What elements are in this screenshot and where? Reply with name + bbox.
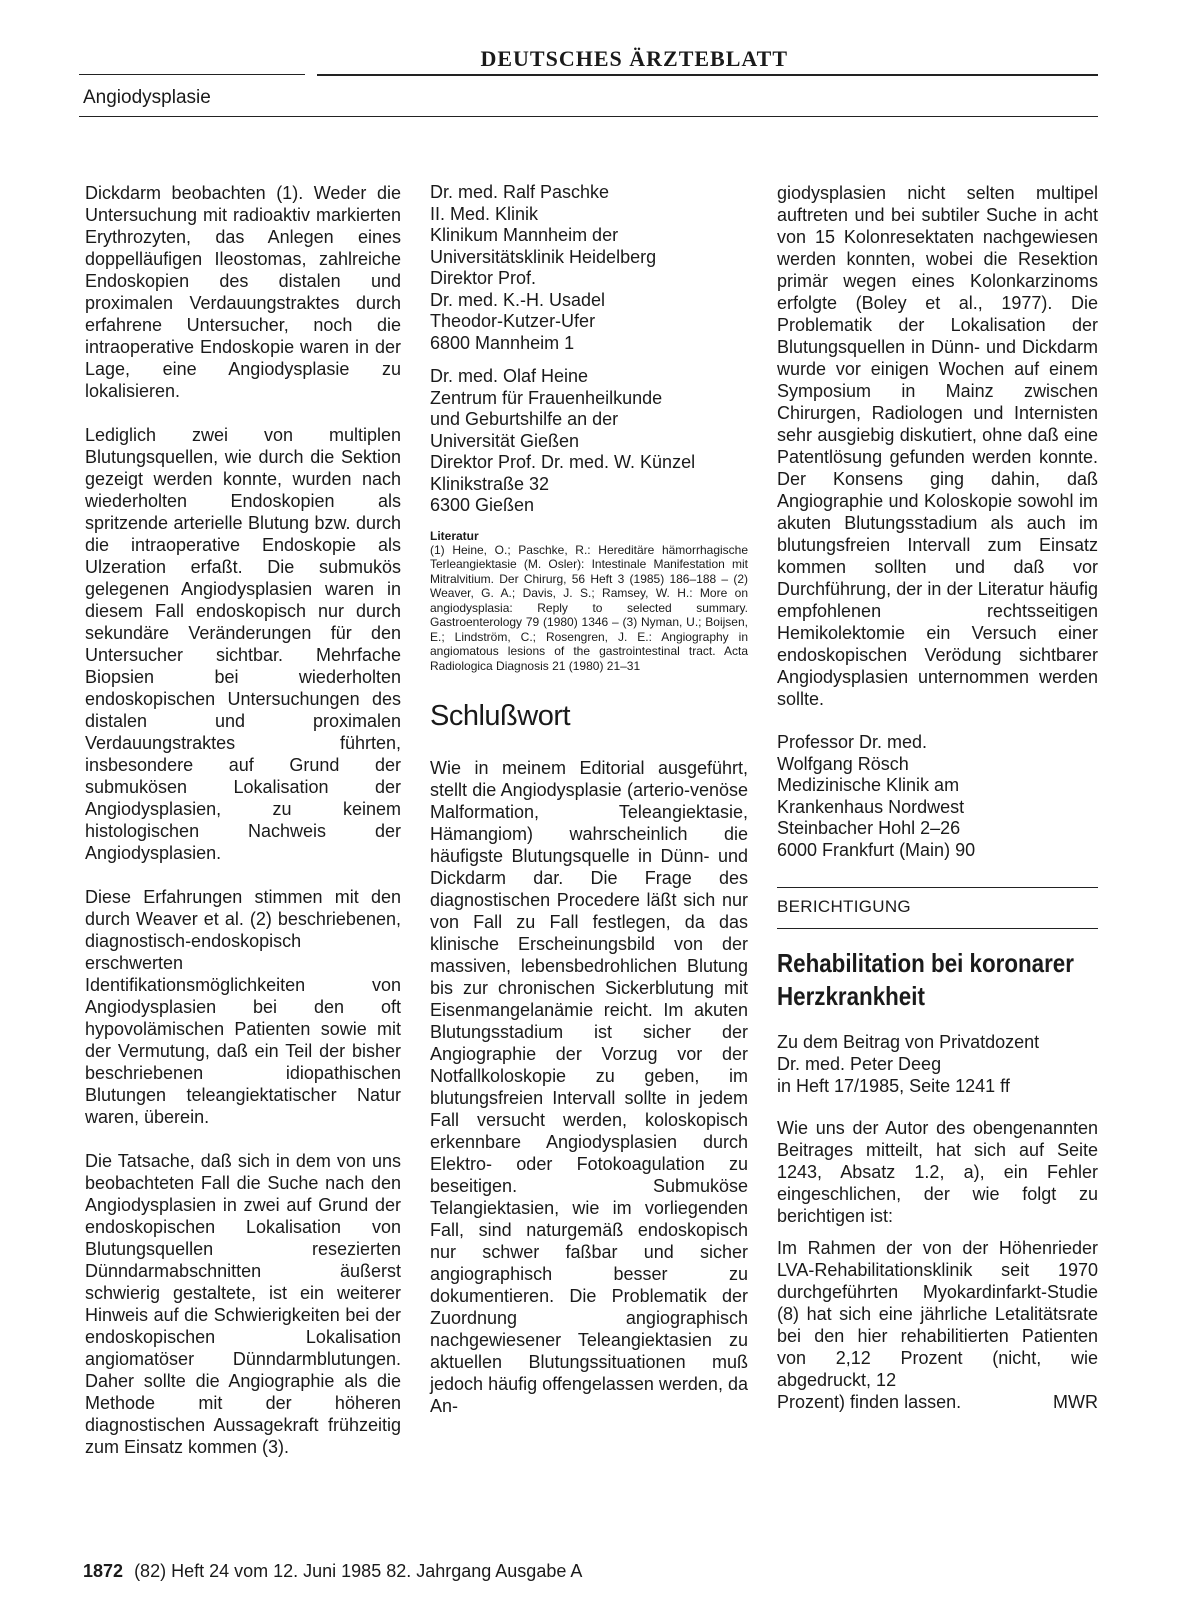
section-label: Angiodysplasie — [83, 87, 211, 108]
column-3 — [777, 182, 1098, 1413]
col1-paragraph-3: Diese Erfahrungen stimmen mit den durch Weaver et al. (2) beschriebenen, diagnostisch-endoskopisch erschwerten Identifikationsmöglichkeiten von Angiodysplasien bei den oft hypovolämischen Patienten sowie mit der Vermutung, daß ein Teil der bisher beschriebenen idiopathischen Blutungen teleangiektatischer Natur waren, überein. — [85, 887, 401, 1127]
author-address-heine: Dr. med. Olaf Heine Zentrum für Frauenheilkunde und Geburtshilfe an der Universität Gießen Direktor Prof. Dr. med. W. Künzel Klinikstraße 32 6300 Gießen — [430, 366, 696, 515]
reha-heading: Rehabilitation bei koronarer Herzkrankheit — [777, 948, 1074, 1011]
reha-intro: Zu dem Beitrag von Privatdozent Dr. med. Peter Deeg in Heft 17/1985, Seite 1241 ff — [777, 1032, 1040, 1096]
column-1 — [85, 182, 401, 1480]
masthead — [79, 44, 1098, 78]
berichtigung-rule-bottom — [777, 928, 1098, 929]
masthead-rule-right — [317, 74, 1098, 76]
reha-last-line — [777, 1391, 1098, 1413]
author-address-roesch: Professor Dr. med. Wolfgang Rösch Medizinische Klinik am Krankenhaus Nordwest Steinbacher Hohl 2–26 6000 Frankfurt (Main) 90 — [777, 732, 976, 860]
literatur-text: (1) Heine, O.; Paschke, R.: Hereditäre hämorrhagische Terleangiektasie (M. Osler): Intestinale Manifestation mit Mitralvitium. Der Chirurg, 56 Heft 3 (1985) 186–188 – (2) Weaver, G. A.; Davis, J. S.; Ramsey, W. H.: More on angiodysplasia: Reply to selected summary. Gastroenterology 79 (1980) 1346 – (3) Nyman, U.; Boijsen, E.; Lindström, C.; Rosengren, J. E.: Angiography in angiomatous lesions of the gastrointestinal tract. Acta Radiologica Diagnosis 21 (1980) 21–31 — [430, 542, 748, 673]
issue-info: (82) Heft 24 vom 12. Juni 1985 82. Jahrgang Ausgabe A — [134, 1561, 583, 1581]
masthead-rule-left — [79, 74, 305, 75]
berichtigung-label: BERICHTIGUNG — [777, 897, 911, 916]
col1-paragraph-2: Lediglich zwei von multiplen Blutungsquellen, wie durch die Sektion gezeigt werden konnte, wurden nach wiederholten Endoskopien als spritzende arterielle Blutung bzw. durch die intraoperative Endoskopie als Ulzeration erfaßt. Die submukös gelegenen Angiodysplasien waren in diesem Fall endoskopisch nur durch sekundäre Veränderungen für den Untersucher sichtbar. Mehrfache Biopsien bei wiederholten endoskopischen Untersuchungen des distalen und proximalen Verdauungstraktes führten, insbesondere auf Grund der submukösen Lokalisation der Angiodysplasien, zu keinem histologischen Nachweis der Angiodysplasien. — [85, 425, 401, 863]
page-footer — [83, 1561, 582, 1582]
reha-paragraph-2-end: Prozent) finden lassen. — [777, 1392, 962, 1412]
reha-paragraph-2: Im Rahmen der von der Höhenrieder LVA-Rehabilitationsklinik seit 1970 durchgeführten Myokardinfarkt-Studie (8) hat sich eine jährliche Letalitätsrate bei den hier rehabilitierten Patienten von 2,12 Prozent (nicht, wie abgedruckt, 12 — [777, 1238, 1098, 1390]
schlusswort-heading: Schlußwort — [430, 700, 571, 732]
page-number: 1872 — [83, 1561, 124, 1581]
literatur-heading: Literatur — [430, 528, 479, 543]
column-2 — [430, 182, 748, 1439]
author-address-paschke: Dr. med. Ralf Paschke II. Med. Klinik Klinikum Mannheim der Universitätsklinik Heidelberg Direktor Prof. Dr. med. K.-H. Usadel Theodor-Kutzer-Ufer 6800 Mannheim 1 — [430, 182, 657, 353]
berichtigung-rule-top — [777, 887, 1098, 888]
section-rule — [79, 116, 1098, 117]
reha-paragraph-1: Wie uns der Autor des obengenannten Beitrages mitteilt, hat sich auf Seite 1243, Absatz 1.2, a), ein Fehler eingeschlichen, der wie folgt zu berichtigen ist: — [777, 1118, 1098, 1226]
col1-paragraph-4: Die Tatsache, daß sich in dem von uns beobachteten Fall die Suche nach den Angiodysplasien in zwei auf Grund der endoskopischen Lokalisation von Blutungsquellen resezierten Dünndarmabschnitten äußerst schwierig gestaltete, ist ein weiterer Hinweis auf die Schwierigkeiten bei der endoskopischen Lokalisation angiomatöser Dünndarmblutungen. Daher sollte die Angiographie als die Methode mit der höheren diagnostischen Aussagekraft frühzeitig zum Einsatz kommen (3). — [85, 1151, 401, 1457]
col1-paragraph-1: Dickdarm beobachten (1). Weder die Untersuchung mit radioaktiv markierten Erythrozyten, das Anlegen eines doppelläufigen Ileostomas, zahlreiche Endoskopien des distalen und proximalen Verdauungstraktes durch erfahrene Untersucher, noch die intraoperative Endoskopie waren in der Lage, eine Angiodysplasie zu lokalisieren. — [85, 183, 401, 401]
journal-title: DEUTSCHES ÄRZTEBLATT — [480, 46, 788, 71]
signature: MWR — [1053, 1392, 1098, 1412]
col3-paragraph-1: giodysplasien nicht selten multipel auftreten und bei subtiler Suche in acht von 15 Kolonresektaten nachgewiesen werden konnten, wobei die Resektion primär wegen eines Kolonkarzinoms erfolgte (Boley et al., 1977). Die Problematik der Lokalisation der Blutungsquellen in Dünn- und Dickdarm wurde vor einigen Wochen auf einem Symposium in Mainz zwischen Chirurgen, Radiologen und Internisten sehr ausgiebig diskutiert, ohne daß eine Patentlösung gefunden werden konnte. Der Konsens ging dahin, daß Angiographie und Koloskopie sowohl im akuten Blutungsstadium als auch im blutungsfreien Intervall zum Einsatz kommen sollten und daß vor Durchführung, der in der Literatur häufig empfohlenen rechtsseitigen Hemikolektomie ein Versuch einer endoskopischen Verödung sichtbarer Angiodysplasien unternommen werden sollte. — [777, 183, 1098, 709]
schlusswort-text: Wie in meinem Editorial ausgeführt, stellt die Angiodysplasie (arterio-venöse Malformation, Teleangiektasie, Hämangiom) wahrscheinlich die häufigste Blutungsquelle in Dünn- und Dickdarm dar. Die Frage des diagnostischen Procedere läßt sich nur von Fall zu Fall festlegen, da das klinische Erscheinungsbild von der massiven, lebensbedrohlichen Blutung bis zur chronischen Sickerblutung mit Eisenmangelanämie reicht. Im akuten Blutungsstadium ist sicher der Angiographie der Vorzug vor der Notfallkoloskopie zu geben, im blutungsfreien Intervall sollte in jedem Fall versucht werden, koloskopisch erkennbare Angiodysplasien durch Elektro- oder Fotokoagulation zu beseitigen. Submuköse Telangiektasien, wie im vorliegenden Fall, sind naturgemäß endoskopisch nur schwer faßbar und sicher angiographisch besser zu dokumentieren. Die Problematik der Zuordnung angiographisch nachgewiesener Teleangiektasien zu aktuellen Blutungssituationen muß jedoch häufig offengelassen werden, da An- — [430, 758, 748, 1416]
